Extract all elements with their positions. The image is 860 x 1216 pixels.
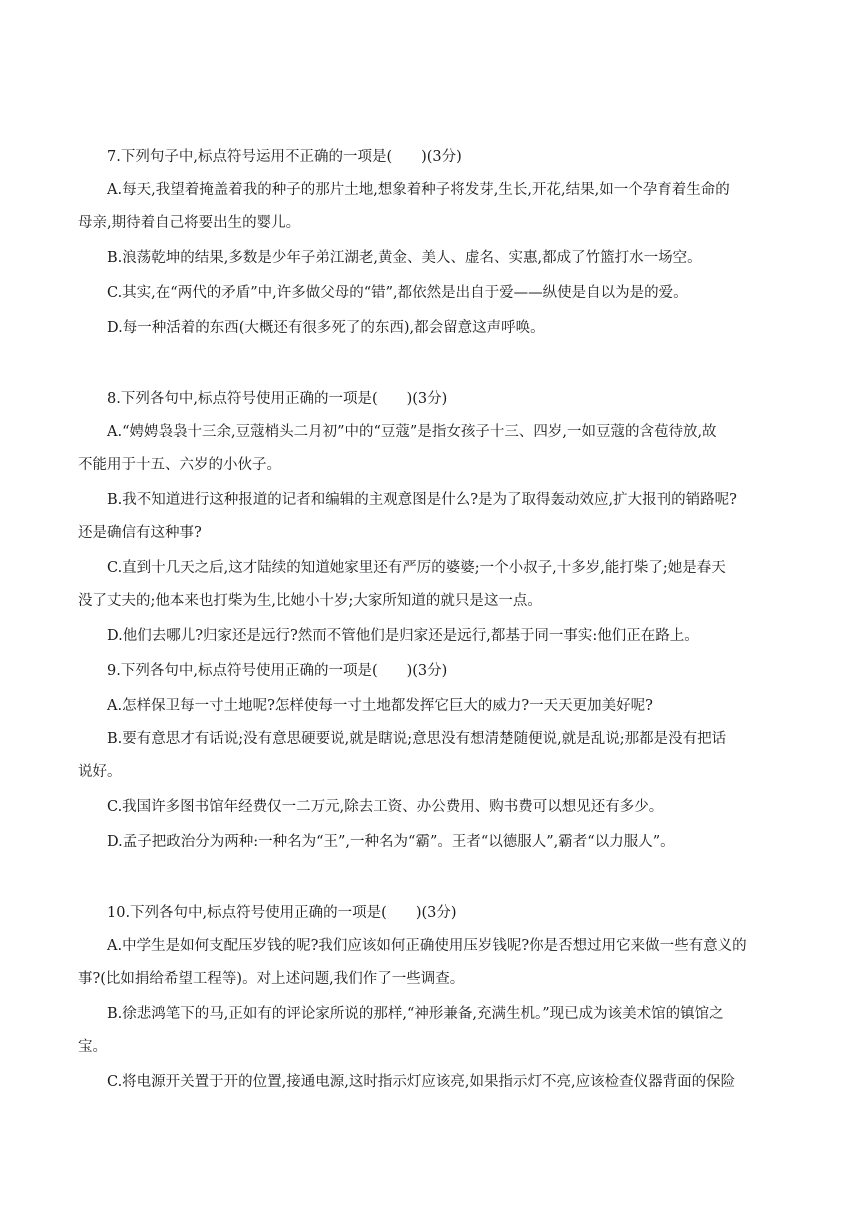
question-9-option-b-line-2: 说好。 <box>78 764 122 780</box>
question-7-option-c: C.其实,在“两代的矛盾”中,许多做父母的“错”,都依然是出自于爱——纵使是自以为是的爱。 <box>107 285 688 301</box>
question-10-option-b-line-1: B.徐悲鸿笔下的马,正如有的评论家所说的那样,“神形兼备,充满生机。”现已成为该美术馆的镇馆之 <box>107 1006 724 1022</box>
question-8-option-b-line-1: B.我不知道进行这种报道的记者和编辑的主观意图是什么?是为了取得轰动效应,扩大报刊的销路呢? <box>107 492 737 508</box>
question-7-option-d: D.每一种活着的东西(大概还有很多死了的东西),都会留意这声呼唤。 <box>107 320 545 336</box>
question-9-option-c: C.我国许多图书馆年经费仅一二万元,除去工资、办公费用、购书费可以想见还有多少。 <box>107 799 664 815</box>
question-8-option-a-line-2: 不能用于十五、六岁的小伙子。 <box>78 457 281 473</box>
question-8-stem: 8.下列各句中,标点符号使用正确的一项是( )(3分) <box>107 391 448 407</box>
question-9-stem: 9.下列各句中,标点符号使用正确的一项是( )(3分) <box>107 663 448 679</box>
question-7-option-a-line-1: A.每天,我望着掩盖着我的种子的那片土地,想象着种子将发芽,生长,开花,结果,如一个孕育着生命的 <box>107 182 730 198</box>
question-8-option-a-line-1: A.“娉娉袅袅十三余,豆蔻梢头二月初”中的“豆蔻”是指女孩子十三、四岁,一如豆蔻的含苞待放,故 <box>107 424 717 440</box>
question-10-option-c-line-1: C.将电源开关置于开的位置,接通电源,这时指示灯应该亮,如果指示灯不亮,应该检查仪器背面的保险 <box>107 1074 736 1090</box>
question-8-option-c-line-2: 没了丈夫的;他本来也打柴为生,比她小十岁;大家所知道的就只是这一点。 <box>78 593 542 609</box>
question-9-option-a: A.怎样保卫每一寸土地呢?怎样使每一寸土地都发挥它巨大的威力?一天天更加美好呢? <box>107 698 653 714</box>
question-9-option-d: D.孟子把政治分为两种:一种名为“王”,一种名为“霸”。王者“以德服人”,霸者“以力服人”。 <box>107 834 675 850</box>
question-8-option-d: D.他们去哪儿?归家还是远行?然而不管他们是归家还是远行,都基于同一事实:他们正在路上。 <box>107 628 699 644</box>
question-7-option-b: B.浪荡乾坤的结果,多数是少年子弟江湖老,黄金、美人、虚名、实惠,都成了竹篮打水一场空。 <box>107 250 702 266</box>
question-9-option-b-line-1: B.要有意思才有话说;没有意思硬要说,就是瞎说;意思没有想清楚随便说,就是乱说;那都是没有把话 <box>107 731 727 747</box>
question-7-stem: 7.下列句子中,标点符号运用不正确的一项是( )(3分) <box>107 149 462 165</box>
question-8-option-c-line-1: C.直到十几天之后,这才陆续的知道她家里还有严厉的婆婆;一个小叔子,十多岁,能打柴了;她是春天 <box>107 560 726 576</box>
question-7-option-a-line-2: 母亲,期待着自己将要出生的婴儿。 <box>78 215 301 231</box>
question-10-option-a-line-1: A.中学生是如何支配压岁钱的呢?我们应该如何正确使用压岁钱呢?你是否想过用它来做一些有意义的 <box>107 938 747 954</box>
question-10-option-a-line-2: 事?(比如捐给希望工程等)。对上述问题,我们作了一些调查。 <box>78 971 465 987</box>
question-8-option-b-line-2: 还是确信有这种事? <box>78 525 202 541</box>
question-10-option-b-line-2: 宝。 <box>78 1039 107 1055</box>
question-10-stem: 10.下列各句中,标点符号使用正确的一项是( )(3分) <box>107 905 457 921</box>
